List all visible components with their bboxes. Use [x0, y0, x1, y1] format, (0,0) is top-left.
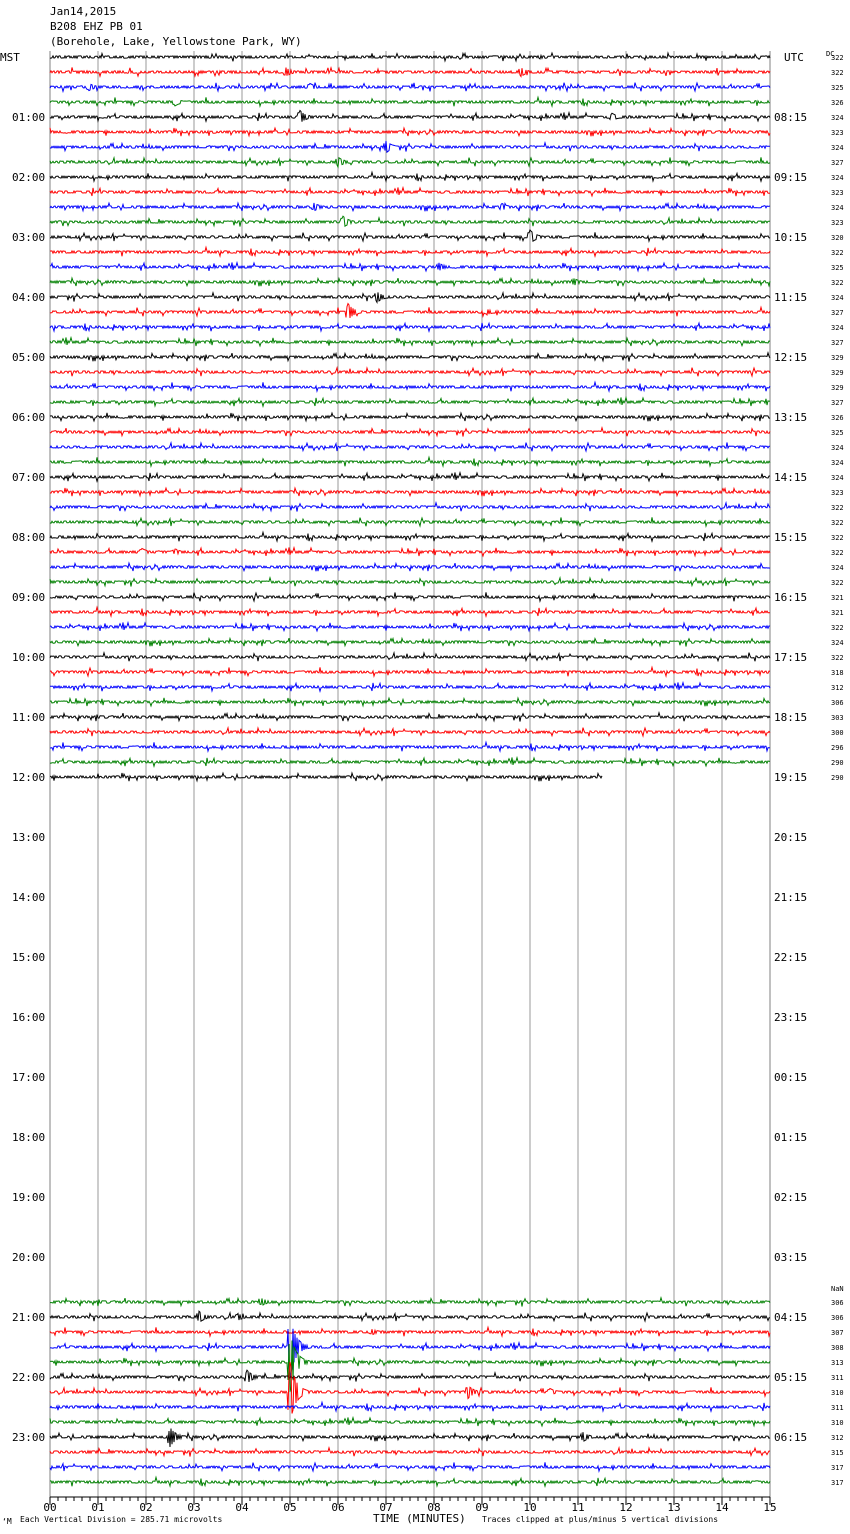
dc-value: 327: [831, 399, 844, 407]
x-tick-label: 04: [235, 1501, 249, 1514]
dc-value: 306: [831, 699, 844, 707]
mst-hour-label: 09:00: [12, 591, 46, 604]
dc-value: 307: [831, 1329, 844, 1337]
dc-value: 310: [831, 1389, 844, 1397]
dc-value: 322: [831, 54, 844, 62]
mst-hour-label: 17:00: [12, 1071, 46, 1084]
mst-hour-label: 02:00: [12, 171, 46, 184]
dc-value: 324: [831, 144, 844, 152]
dc-value: 325: [831, 84, 844, 92]
dc-value: 320: [831, 234, 844, 242]
dc-value: 324: [831, 204, 844, 212]
mst-hour-label: 20:00: [12, 1251, 46, 1264]
dc-value: 315: [831, 1449, 844, 1457]
dc-value: 313: [831, 1359, 844, 1367]
dc-value: 322: [831, 549, 844, 557]
x-axis-title: TIME (MINUTES): [373, 1512, 466, 1525]
dc-value: 322: [831, 534, 844, 542]
left-timezone-label: MST: [0, 51, 20, 64]
x-tick-label: 13: [667, 1501, 681, 1514]
utc-hour-label: 16:15: [774, 591, 808, 604]
clip-note: Traces clipped at plus/minus 5 vertical divisions: [482, 1515, 719, 1524]
mst-hour-label: 06:00: [12, 411, 46, 424]
dc-value: 290: [831, 774, 844, 782]
dc-value: 324: [831, 474, 844, 482]
utc-hour-label: 08:15: [774, 111, 808, 124]
mst-hour-label: 03:00: [12, 231, 46, 244]
x-tick-label: 15: [763, 1501, 777, 1514]
mst-hour-label: 16:00: [12, 1011, 46, 1024]
utc-hour-label: 02:15: [774, 1191, 808, 1204]
dc-value: 325: [831, 429, 844, 437]
dc-value: 326: [831, 99, 844, 107]
dc-value: 317: [831, 1464, 844, 1472]
mst-hour-label: 07:00: [12, 471, 46, 484]
x-tick-label: 03: [187, 1501, 201, 1514]
dc-value: 329: [831, 384, 844, 392]
x-tick-label: 10: [523, 1501, 537, 1514]
utc-hour-label: 04:15: [774, 1311, 808, 1324]
mst-hour-label: 22:00: [12, 1371, 46, 1384]
right-timezone-label: UTC: [784, 51, 804, 64]
dc-value: 300: [831, 729, 844, 737]
dc-value: 322: [831, 69, 844, 77]
mst-hour-label: 11:00: [12, 711, 46, 724]
dc-value: 326: [831, 414, 844, 422]
dc-value: 327: [831, 309, 844, 317]
dc-value: 317: [831, 1479, 844, 1487]
utc-hour-label: 20:15: [774, 831, 808, 844]
utc-hour-label: 11:15: [774, 291, 808, 304]
dc-value: 324: [831, 114, 844, 122]
mst-hour-label: 15:00: [12, 951, 46, 964]
x-tick-label: 08: [427, 1501, 441, 1514]
x-tick-label: 01: [91, 1501, 105, 1514]
dc-value: 322: [831, 579, 844, 587]
dc-value: 303: [831, 714, 844, 722]
dc-value: 324: [831, 294, 844, 302]
dc-value: 306: [831, 1299, 844, 1307]
utc-hour-label: 06:15: [774, 1431, 808, 1444]
mst-hour-label: 01:00: [12, 111, 46, 124]
utc-hour-label: 14:15: [774, 471, 808, 484]
dc-value: 311: [831, 1404, 844, 1412]
dc-value: 322: [831, 279, 844, 287]
x-tick-label: 11: [571, 1501, 585, 1514]
dc-value: 323: [831, 189, 844, 197]
dc-value: 311: [831, 1374, 844, 1382]
x-tick-label: 06: [331, 1501, 345, 1514]
utc-hour-label: 01:15: [774, 1131, 808, 1144]
utc-hour-label: 22:15: [774, 951, 808, 964]
dc-value: 308: [831, 1344, 844, 1352]
utc-hour-label: 13:15: [774, 411, 808, 424]
utc-hour-label: 19:15: [774, 771, 808, 784]
dc-value: 327: [831, 159, 844, 167]
x-tick-label: 07: [379, 1501, 393, 1514]
dc-header-label: DC: [826, 50, 835, 58]
mst-hour-label: 23:00: [12, 1431, 46, 1444]
dc-value: 329: [831, 354, 844, 362]
mst-hour-label: 21:00: [12, 1311, 46, 1324]
dc-value: 306: [831, 1314, 844, 1322]
mst-hour-label: 10:00: [12, 651, 46, 664]
utc-hour-label: 17:15: [774, 651, 808, 664]
utc-hour-label: 12:15: [774, 351, 808, 364]
dc-value: 324: [831, 444, 844, 452]
dc-value: 310: [831, 1419, 844, 1427]
mst-hour-label: 13:00: [12, 831, 46, 844]
dc-value: 312: [831, 684, 844, 692]
mst-hour-label: 12:00: [12, 771, 46, 784]
mst-hour-label: 19:00: [12, 1191, 46, 1204]
x-tick-label: 09: [475, 1501, 489, 1514]
utc-hour-label: 09:15: [774, 171, 808, 184]
dc-value: 321: [831, 594, 844, 602]
dc-value: 324: [831, 324, 844, 332]
dc-value: 322: [831, 624, 844, 632]
dc-value: 324: [831, 174, 844, 182]
utc-hour-label: 18:15: [774, 711, 808, 724]
utc-hour-label: 05:15: [774, 1371, 808, 1384]
dc-value: 323: [831, 219, 844, 227]
nan-header-label: NaN: [831, 1285, 844, 1293]
dc-value: 322: [831, 519, 844, 527]
mst-hour-label: 14:00: [12, 891, 46, 904]
x-tick-label: 02: [139, 1501, 153, 1514]
x-tick-label: 14: [715, 1501, 729, 1514]
dc-value: 329: [831, 369, 844, 377]
dc-value: 322: [831, 504, 844, 512]
dc-value: 290: [831, 759, 844, 767]
chart-date: Jan14,2015: [50, 5, 117, 18]
dc-value: 324: [831, 639, 844, 647]
x-tick-label: 00: [43, 1501, 57, 1514]
dc-value: 324: [831, 564, 844, 572]
utc-hour-label: 03:15: [774, 1251, 808, 1264]
corner-mark: ‘M: [2, 1517, 12, 1526]
x-tick-label: 05: [283, 1501, 297, 1514]
dc-value: 296: [831, 744, 844, 752]
mst-hour-label: 04:00: [12, 291, 46, 304]
dc-value: 327: [831, 339, 844, 347]
mst-hour-label: 18:00: [12, 1131, 46, 1144]
utc-hour-label: 10:15: [774, 231, 808, 244]
dc-value: 324: [831, 459, 844, 467]
scale-note: Each Vertical Division = 285.71 microvolts: [20, 1515, 223, 1524]
dc-value: 325: [831, 264, 844, 272]
utc-hour-label: 21:15: [774, 891, 808, 904]
utc-hour-label: 15:15: [774, 531, 808, 544]
dc-value: 322: [831, 249, 844, 257]
dc-value: 323: [831, 129, 844, 137]
chart-station: B208 EHZ PB 01: [50, 20, 143, 33]
x-tick-label: 12: [619, 1501, 633, 1514]
dc-value: 318: [831, 669, 844, 677]
utc-hour-label: 23:15: [774, 1011, 808, 1024]
mst-hour-label: 05:00: [12, 351, 46, 364]
dc-value: 312: [831, 1434, 844, 1442]
dc-value: 323: [831, 489, 844, 497]
dc-value: 322: [831, 654, 844, 662]
dc-value: 321: [831, 609, 844, 617]
utc-hour-label: 00:15: [774, 1071, 808, 1084]
chart-location: (Borehole, Lake, Yellowstone Park, WY): [50, 35, 302, 48]
mst-hour-label: 08:00: [12, 531, 46, 544]
